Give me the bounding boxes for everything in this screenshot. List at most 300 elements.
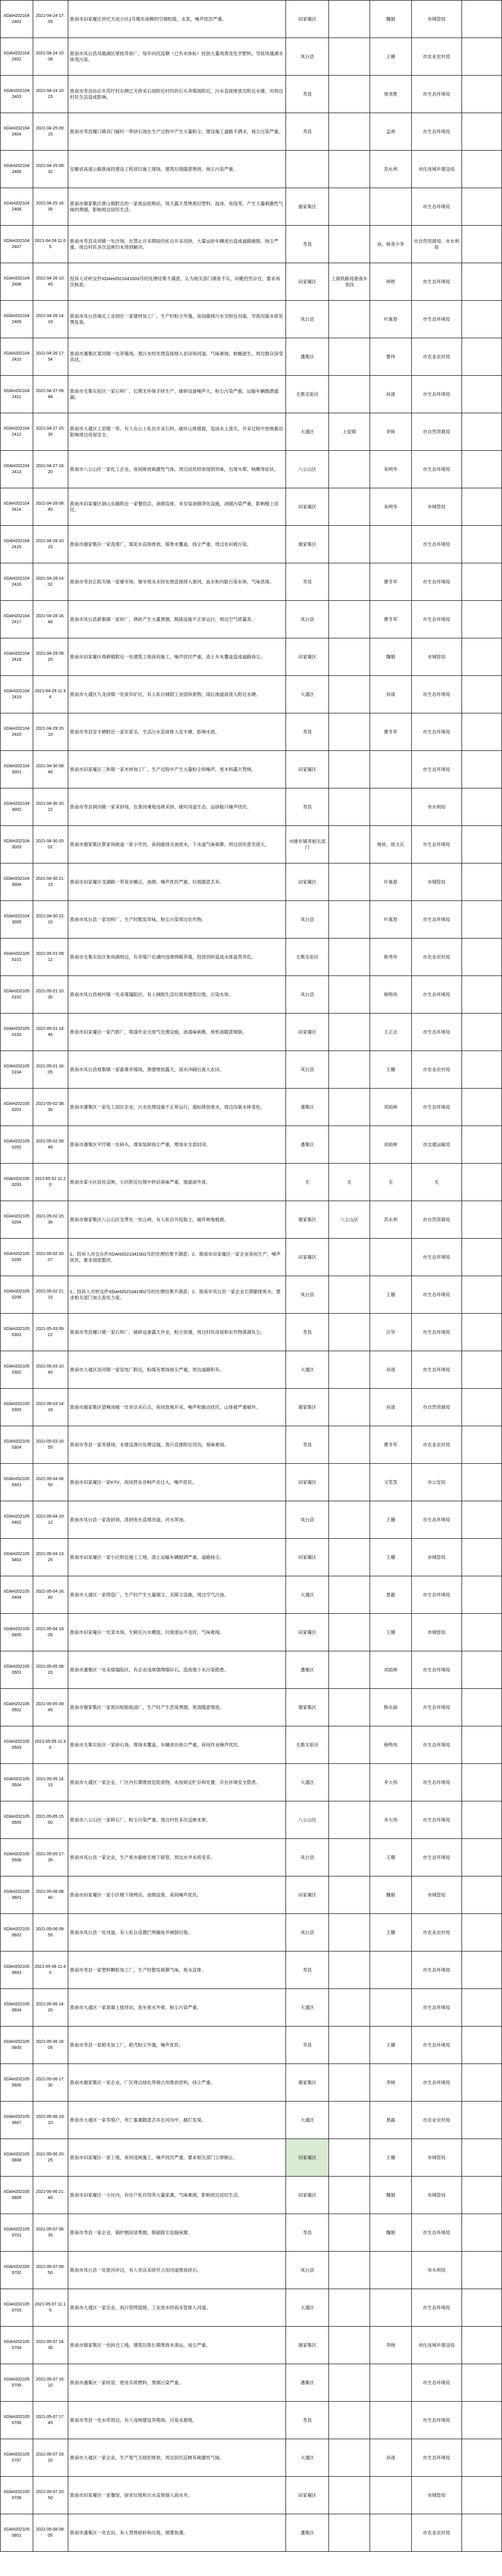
table-row xyxy=(1,2402,502,2439)
complaint-id: XDAH2021042419 xyxy=(1,676,33,713)
district: 田家庵区 xyxy=(286,2477,328,2514)
district: 寿县 xyxy=(286,1314,328,1351)
responsible-person: 韩永丽 xyxy=(370,1689,411,1726)
complaint-id: XDAH2021043003 xyxy=(1,826,33,864)
district xyxy=(286,151,328,188)
responsible-person: 王珊 xyxy=(370,2027,411,2064)
complaint-content: 淮南市谢家集区唐山镇附近的一家废品收购站，每天露天焚烧废旧塑料、泡沫、电线等，产生大量刺激性气味的黑烟，影响周边居民生活。 xyxy=(68,188,286,226)
location-detail xyxy=(328,1651,370,1689)
responsible-unit: 市生态环境局 xyxy=(411,601,461,638)
table-row xyxy=(1,113,502,151)
complaint-date: 2021-04-30 20:02 xyxy=(33,826,68,864)
complaint-content: 淮南市大通区一家铸造厂，生产时产生大量烟尘，无除尘设施，周边空气污浊。 xyxy=(68,1576,286,1614)
remark xyxy=(461,1501,501,1539)
table-row xyxy=(1,301,502,338)
location-detail xyxy=(328,751,370,788)
complaint-id: XDAH2021042416 xyxy=(1,563,33,601)
table-row xyxy=(1,1801,502,1839)
responsible-unit: 市生态环境局 xyxy=(411,563,461,601)
table-row xyxy=(1,338,502,376)
responsible-person: 叶寓春 xyxy=(370,901,411,939)
complaint-id: XDAH2021050504 xyxy=(1,1764,33,1801)
responsible-unit: 市生态环境局 xyxy=(411,1576,461,1614)
responsible-person: 曹伟 xyxy=(370,338,411,376)
remark xyxy=(461,1051,501,1089)
location-detail: 上窑镇 xyxy=(328,413,370,451)
complaint-date: 2021-04-24 17:35 xyxy=(33,1,68,38)
table-row xyxy=(1,1614,502,1651)
location-detail xyxy=(328,2514,370,2552)
district: 凤台县 xyxy=(286,38,328,76)
district: 谢家集区 xyxy=(286,526,328,563)
complaint-id: XDAH2021050201 xyxy=(1,1089,33,1126)
complaint-id: XDAH2021042404 xyxy=(1,113,33,151)
responsible-person: 魏娟 xyxy=(370,1876,411,1914)
remark xyxy=(461,1426,501,1464)
remark xyxy=(461,338,501,376)
complaint-date: 2021-04-26 14:10 xyxy=(33,301,68,338)
responsible-person xyxy=(370,1239,411,1276)
complaint-id: XDAH2021042409 xyxy=(1,301,33,338)
responsible-unit: 市自然资源局 xyxy=(411,413,461,451)
responsible-person: 杨鸣伟 xyxy=(370,1726,411,1764)
complaint-id: XDAH2021042405 xyxy=(1,151,33,188)
district: 田家庵区 xyxy=(286,1014,328,1051)
location-detail xyxy=(328,1876,370,1914)
district: 大通区 xyxy=(286,1764,328,1801)
complaint-date: 2021-04-29 11:34 xyxy=(33,676,68,713)
remark xyxy=(461,1726,501,1764)
responsible-unit: 市生态环境局 xyxy=(411,2439,461,2477)
complaint-id: XDAH2021050602 xyxy=(1,1914,33,1952)
complaint-id: XDAH2021042401 xyxy=(1,1,33,38)
table-row xyxy=(1,1314,502,1351)
complaint-content: 淮南市田家庵区一小区内，有住户私自饲养大量家禽，气味难闻，影响周边居民生活。 xyxy=(68,2177,286,2214)
district: 谢家集区 xyxy=(286,2064,328,2102)
location-detail xyxy=(328,901,370,939)
location-detail xyxy=(328,2177,370,2214)
location-detail xyxy=(328,1389,370,1426)
responsible-person: 李大伟 xyxy=(370,1801,411,1839)
remark xyxy=(461,2477,501,2514)
remark xyxy=(461,1764,501,1801)
complaint-id: XDAH2021050505 xyxy=(1,1801,33,1839)
complaint-content: 淮南市田家庵区洞山东路附近一家餐饮店，油烟直排，未安装油烟净化设施，油烟污染严重，影响楼上居民。 xyxy=(68,488,286,526)
remark xyxy=(461,151,501,188)
table-row xyxy=(1,563,502,601)
location-detail xyxy=(328,1464,370,1501)
district: 大通区 xyxy=(286,1989,328,2027)
complaint-id: XDAH2021050705 xyxy=(1,2364,33,2402)
table-row xyxy=(1,1014,502,1051)
table-row xyxy=(1,676,502,713)
responsible-unit: 市自然资源局 xyxy=(411,1389,461,1426)
responsible-person: 文笑笑 xyxy=(370,1464,411,1501)
district: 谢家集区 xyxy=(286,1389,328,1426)
responsible-person: 魏娟 xyxy=(370,2214,411,2252)
complaint-id: XDAH2021043004 xyxy=(1,864,33,901)
complaint-date: 2021-05-07 11:15 xyxy=(33,2289,68,2327)
table-row xyxy=(1,638,502,676)
remark xyxy=(461,2327,501,2364)
complaint-id: XDAH2021050502 xyxy=(1,1689,33,1726)
complaint-content: 安徽省高速公路淮南段建设工程项目施工现场，建筑垃圾随意堆放、扬尘污染严重。 xyxy=(68,151,286,188)
complaint-content: 淮南市田家庵区一家工地，夜间违规施工，噪声扰民严重，要求相关部门立即制止。 xyxy=(68,2139,286,2177)
responsible-unit: 市公安局 xyxy=(411,1464,461,1501)
remark xyxy=(461,826,501,864)
responsible-unit: 市生态环境局 xyxy=(411,1689,461,1726)
complaint-date: 2021-05-05 09:45 xyxy=(33,1689,68,1726)
location-detail xyxy=(328,1239,370,1276)
remark xyxy=(461,751,501,788)
responsible-unit: 市生态环境局 xyxy=(411,1239,461,1276)
complaint-id: XDAH2021050608 xyxy=(1,2139,33,2177)
responsible-unit: 市城管局 xyxy=(411,488,461,526)
complaint-id: XDAH2021050506 xyxy=(1,1839,33,1876)
complaint-date: 2021-05-07 20:50 xyxy=(33,2477,68,2514)
complaint-content: 淮南市毛集实验区焦岗湖周边，有养殖户在湖内违规网箱养殖，投放饲料造成水体富营养化。 xyxy=(68,939,286,976)
location-detail xyxy=(328,2439,370,2477)
complaint-date: 2021-05-04 19:05 xyxy=(33,1614,68,1651)
table-row xyxy=(1,1651,502,1689)
responsible-unit: 市生态环境局 xyxy=(411,301,461,338)
responsible-unit: 市住房城乡建设局 xyxy=(411,151,461,188)
table-row xyxy=(1,1276,502,1314)
remark xyxy=(461,2139,501,2177)
complaint-content: 淮南市八公山区一家碎石厂，粉尘污染严重，周边村民多次反映未果。 xyxy=(68,1801,286,1839)
location-detail xyxy=(328,151,370,188)
district: 凤台县 xyxy=(286,2252,328,2289)
responsible-person xyxy=(370,751,411,788)
table-row xyxy=(1,2027,502,2064)
complaint-content: 淮南市大通区一家企业，厂区内长期堆放危险废物，未按规定贮存和处置，存在环境安全隐患。 xyxy=(68,1764,286,1801)
complaint-id: XDAH2021050607 xyxy=(1,2102,33,2139)
complaint-id: XDAH2021043005 xyxy=(1,901,33,939)
location-detail xyxy=(328,1089,370,1126)
district: 凤台县 xyxy=(286,1051,328,1089)
complaint-date: 2021-04-27 16:20 xyxy=(33,451,68,488)
location-detail xyxy=(328,2364,370,2402)
remark xyxy=(461,38,501,76)
complaint-date: 2021-04-30 08:46 xyxy=(33,751,68,788)
remark xyxy=(461,1389,501,1426)
complaint-date: 2021-05-01 09:12 xyxy=(33,939,68,976)
district: 大通区 xyxy=(286,2102,328,2139)
complaint-id: XDAH2021043002 xyxy=(1,788,33,826)
complaint-content: 淮南市寿县一家养猪场，未建设粪污处理设施，粪污直排附近河沟，臭味难闻。 xyxy=(68,1426,286,1464)
responsible-unit: 市水利局 xyxy=(411,2252,461,2289)
table-row xyxy=(1,1464,502,1501)
complaint-content: 淮南市田家庵区龙湖路一带夜市摊点，油烟、噪声扰民严重，垃圾随意丢弃。 xyxy=(68,864,286,901)
location-detail xyxy=(328,1426,370,1464)
district: 潘集区 xyxy=(286,2514,328,2552)
location-detail: 无 xyxy=(328,1164,370,1201)
district: 凤台县 xyxy=(286,301,328,338)
responsible-person: 无 xyxy=(370,1164,411,1201)
location-detail xyxy=(328,2252,370,2289)
remark xyxy=(461,638,501,676)
remark xyxy=(461,676,501,713)
responsible-unit: 市生态环境局 xyxy=(411,376,461,413)
location-detail xyxy=(328,563,370,601)
remark xyxy=(461,2364,501,2402)
responsible-unit: 市水利局 xyxy=(411,788,461,826)
table-row xyxy=(1,413,502,451)
location-detail xyxy=(328,601,370,638)
remark xyxy=(461,1876,501,1914)
table-row xyxy=(1,826,502,864)
complaint-id: XDAH2021042402 xyxy=(1,38,33,76)
district: 凤台县 xyxy=(286,976,328,1014)
district: 潘集区 xyxy=(286,2364,328,2402)
complaint-content: 淮南市田家庵区一家餐馆，厨余垃圾和污水直接倒入雨水井。 xyxy=(68,2477,286,2514)
complaint-date: 2021-05-01 16:05 xyxy=(33,1051,68,1089)
responsible-unit: 市农业农村局 xyxy=(411,1914,461,1952)
location-detail xyxy=(328,76,370,113)
table-row xyxy=(1,976,502,1014)
complaint-content: 淮南市凤台县一处淮河岸边，有人非法采砂并占用河道堆放砂石。 xyxy=(68,2252,286,2289)
complaint-content: 淮南市寿县堰口镇双门铺村一带砂石场在生产过程中产生大量粉尘，建设施工道路不洒水，扬尘污染严重。 xyxy=(68,113,286,151)
complaint-date: 2021-04-24 10:23 xyxy=(33,76,68,113)
complaint-id: XDAH2021050606 xyxy=(1,2064,33,2102)
responsible-person: 钟婷 xyxy=(370,263,411,301)
location-detail xyxy=(328,113,370,151)
responsible-person: 孙清 xyxy=(370,1389,411,1426)
responsible-unit: 市农业农村局 xyxy=(411,939,461,976)
table-row xyxy=(1,751,502,788)
complaint-id: XDAH2021050301 xyxy=(1,1314,33,1351)
responsible-unit: 市生态环境局 xyxy=(411,2402,461,2439)
table-row xyxy=(1,188,502,226)
responsible-unit: 市生态环境局 xyxy=(411,1314,461,1351)
remark xyxy=(461,301,501,338)
responsible-unit: 市生态环境局 xyxy=(411,1014,461,1051)
complaint-id: XDAH2021050707 xyxy=(1,2439,33,2477)
responsible-unit: 市生态环境局 xyxy=(411,1501,461,1539)
remark xyxy=(461,1351,501,1389)
complaint-content: 淮南市凤台县新集镇一家砖厂，烧砖产生大量黑烟，脱硫设施不正常运行，周边空气质量差。 xyxy=(68,601,286,638)
location-detail xyxy=(328,826,370,864)
complaint-content: 淮南市田家庵区一家汽修厂，喷漆作业无废气处理设施，油漆味刺鼻，废机油随意倾倒。 xyxy=(68,1014,286,1051)
responsible-person: 苏永利 xyxy=(370,1201,411,1239)
complaint-date: 2021-05-03 16:55 xyxy=(33,1426,68,1464)
district: 寿县 xyxy=(286,113,328,151)
table-row xyxy=(1,1239,502,1276)
responsible-person: 聂磊 xyxy=(370,2102,411,2139)
responsible-person xyxy=(370,2289,411,2327)
complaint-date: 2021-05-02 08:30 xyxy=(33,1089,68,1126)
remark xyxy=(461,939,501,976)
complaint-id: XDAH2021050604 xyxy=(1,1989,33,2027)
table-row xyxy=(1,1876,502,1914)
table-row xyxy=(1,526,502,563)
remark xyxy=(461,601,501,638)
responsible-person xyxy=(370,2477,411,2514)
complaint-content: 淮南市某小区居民反映，小区附近垃圾中转站臭味严重，渗滤液外流。 xyxy=(68,1164,286,1201)
complaint-id: XDAH2021050801 xyxy=(1,2514,33,2552)
complaint-id: XDAH2021050103 xyxy=(1,1014,33,1051)
responsible-unit: 市生态环境局 xyxy=(411,1089,461,1126)
complaint-date: 2021-04-26 11:05 xyxy=(33,226,68,263)
remark xyxy=(461,188,501,226)
district: 田家庵区 xyxy=(286,1239,328,1276)
complaint-id: XDAH2021042410 xyxy=(1,338,33,376)
responsible-unit: 市生态环境局 xyxy=(411,976,461,1014)
remark xyxy=(461,2514,501,2552)
location-detail xyxy=(328,2289,370,2327)
complaint-content: 淮南市大通区一家养殖户，死亡畜禽随意丢弃在河沟中，腐烂发臭。 xyxy=(68,2102,286,2139)
responsible-unit: 市生态环境局 xyxy=(411,188,461,226)
complaint-content: 淮南市谢家集区一家企业，厂区周边绿化带被占用堆放原料，扬尘严重。 xyxy=(68,2064,286,2102)
district: 凤台县 xyxy=(286,901,328,939)
table-row xyxy=(1,1126,502,1164)
location-detail xyxy=(328,864,370,901)
complaint-date: 2021-05-07 17:45 xyxy=(33,2402,68,2439)
complaint-id: XDAH2021050706 xyxy=(1,2402,33,2439)
complaint-date: 2021-05-01 14:46 xyxy=(33,1014,68,1051)
complaint-id: XDAH2021050402 xyxy=(1,1501,33,1539)
district: 谢家集区 xyxy=(286,1689,328,1726)
remark xyxy=(461,1539,501,1576)
complaint-id: XDAH2021050703 xyxy=(1,2289,33,2327)
remark xyxy=(461,226,501,263)
table-row xyxy=(1,713,502,751)
responsible-unit: 市城管局 xyxy=(411,1876,461,1914)
location-detail xyxy=(328,1539,370,1576)
table-row xyxy=(1,2289,502,2327)
complaint-date: 2021-05-05 17:35 xyxy=(33,1839,68,1876)
location-detail xyxy=(328,1351,370,1389)
complaint-content: 淮南市凤台县凤凰湖区紧挨养鱼厂，每年向沉淀塘（已有水体标）投放大量鸡粪及化学肥料，导致凤凰湖水体受污染。 xyxy=(68,38,286,76)
responsible-unit: 市生态环境局 xyxy=(411,1952,461,1989)
responsible-person: 孙。杨青小李 xyxy=(370,226,411,263)
complaint-id: XDAH2021050403 xyxy=(1,1539,33,1576)
remark xyxy=(461,901,501,939)
district: 田家庵区 xyxy=(286,263,328,301)
complaint-date: 2021-04-25 16:35 xyxy=(33,188,68,226)
district: 寿县 xyxy=(286,2027,328,2064)
complaint-id: XDAH2021050303 xyxy=(1,1389,33,1426)
responsible-unit: 市生态环境局 xyxy=(411,713,461,751)
responsible-person xyxy=(370,788,411,826)
responsible-person: 王珊 xyxy=(370,38,411,76)
location-detail xyxy=(328,638,370,676)
location-detail xyxy=(328,526,370,563)
remark xyxy=(461,1614,501,1651)
remark xyxy=(461,563,501,601)
district: 田家庵区 xyxy=(286,1,328,38)
complaint-id: XDAH2021042418 xyxy=(1,638,33,676)
complaint-content: 淮南市寿县一家企业，锅炉烟囱冒黑烟，脱硫除尘设施闲置。 xyxy=(68,2214,286,2252)
complaint-date: 2021-05-06 19:10 xyxy=(33,2102,68,2139)
complaint-date: 2021-04-28 08:40 xyxy=(33,488,68,526)
table-row xyxy=(1,1689,502,1726)
complaint-date: 2021-05-05 11:30 xyxy=(33,1726,68,1764)
remark xyxy=(461,1201,501,1239)
remark xyxy=(461,976,501,1014)
complaint-id: XDAH2021050102 xyxy=(1,976,33,1014)
location-detail xyxy=(328,713,370,751)
district: 大通区 xyxy=(286,676,328,713)
complaint-date: 2021-05-04 16:40 xyxy=(33,1576,68,1614)
table-row xyxy=(1,901,502,939)
remark xyxy=(461,526,501,563)
remark xyxy=(461,788,501,826)
table-row xyxy=(1,601,502,638)
district: 谢家集区 xyxy=(286,2327,328,2364)
district: 凤台县 xyxy=(286,1914,328,1952)
table-row xyxy=(1,1051,502,1089)
district: 田家庵区 xyxy=(286,2177,328,2214)
table-row xyxy=(1,76,502,113)
complaint-content: 淮南市凤台县桂集镇一家畜禽养殖场，粪便堆放露天，雨水冲刷后流入农田。 xyxy=(68,1051,286,1089)
complaint-date: 2021-05-05 15:50 xyxy=(33,1801,68,1839)
complaint-content: 淮南市谢家集区一家洗煤厂，煤泥水直接排放，煤堆未覆盖，扬尘严重，周边农田被污染。 xyxy=(68,526,286,563)
complaint-date: 2021-04-25 09:32 xyxy=(33,151,68,188)
complaint-content: 淮南市寿县堰口镇一家石料厂，破碎设备露天作业，粉尘弥漫，周边村民房屋和农作物落满灰尘。 xyxy=(68,1314,286,1351)
responsible-unit: 市城管局 xyxy=(411,864,461,901)
responsible-person: 苏永利 xyxy=(370,151,411,188)
complaint-id: XDAH2021042420 xyxy=(1,713,33,751)
complaint-date: 2021-04-30 22:10 xyxy=(33,901,68,939)
responsible-unit: 市生态环境局 xyxy=(411,1276,461,1314)
complaint-date: 2021-05-06 11:40 xyxy=(33,1952,68,1989)
responsible-unit: 无 xyxy=(411,1164,461,1201)
complaint-id: XDAH2021050708 xyxy=(1,2477,33,2514)
complaint-date: 2021-05-06 14:20 xyxy=(33,1989,68,2027)
district: 八公山区 xyxy=(286,451,328,488)
complaint-date: 2021-05-06 08:40 xyxy=(33,1876,68,1914)
table-row xyxy=(1,1576,502,1614)
remark xyxy=(461,1914,501,1952)
responsible-person: 熊秀华 xyxy=(370,939,411,976)
complaint-date: 2021-05-04 13:25 xyxy=(33,1539,68,1576)
responsible-person: 叶寓春 xyxy=(370,301,411,338)
remark xyxy=(461,1314,501,1351)
complaint-date: 2021-04-29 15:10 xyxy=(33,713,68,751)
complaint-date: 2021-04-25 09:15 xyxy=(33,113,68,151)
table-row xyxy=(1,2439,502,2477)
responsible-person: 孟帅 xyxy=(370,113,411,151)
location-detail xyxy=(328,1014,370,1051)
complaint-date: 2021-05-02 15:36 xyxy=(33,1201,68,1239)
responsible-person: 刘雨林 xyxy=(370,1089,411,1126)
complaint-date: 2021-04-28 14:02 xyxy=(33,563,68,601)
table-row xyxy=(1,1726,502,1764)
complaint-content: 淮南市大通区九龙岗镇一处废弃矿区，有人私自倾倒工业固体废物，雨后渗滤液流入附近水塘。 xyxy=(68,676,286,713)
complaint-id: XDAH2021050302 xyxy=(1,1351,33,1389)
complaint-content: 淮南市寿县一家稻米加工厂，稻壳粉尘外逸，噪声扰民。 xyxy=(68,2027,286,2064)
responsible-person: 刘雨林 xyxy=(370,1126,411,1164)
complaint-id: XDAH2021050503 xyxy=(1,1726,33,1764)
responsible-unit: 市城管局 xyxy=(411,2139,461,2177)
responsible-person: 聂磊 xyxy=(370,1576,411,1614)
remark xyxy=(461,1464,501,1501)
complaint-content: 淮南市潘集区一处采煤塌陷区，有企业违规填埋煤矸石，造成地下水污染隐患。 xyxy=(68,1651,286,1689)
complaint-id: XDAH2021050206 xyxy=(1,1276,33,1314)
complaint-content: 淮南市潘集区一家砖窑，使用劣质燃料，黑烟污染严重。 xyxy=(68,2364,286,2402)
responsible-person: 周尧胜 xyxy=(370,76,411,113)
remark xyxy=(461,2027,501,2064)
district: 田家庵区 xyxy=(286,1876,328,1914)
responsible-person xyxy=(370,2514,411,2552)
district: 寿县 xyxy=(286,226,328,263)
remark xyxy=(461,113,501,151)
location-detail xyxy=(328,1689,370,1726)
complaint-content: 1、投诉人对转交件XDAH2021041902号的处理结果不满意；2、淮南市凤台县一家企业长期偷排废水，要求相关部门加大查处力度。 xyxy=(68,1276,286,1314)
location-detail xyxy=(328,301,370,338)
remark xyxy=(461,2402,501,2439)
